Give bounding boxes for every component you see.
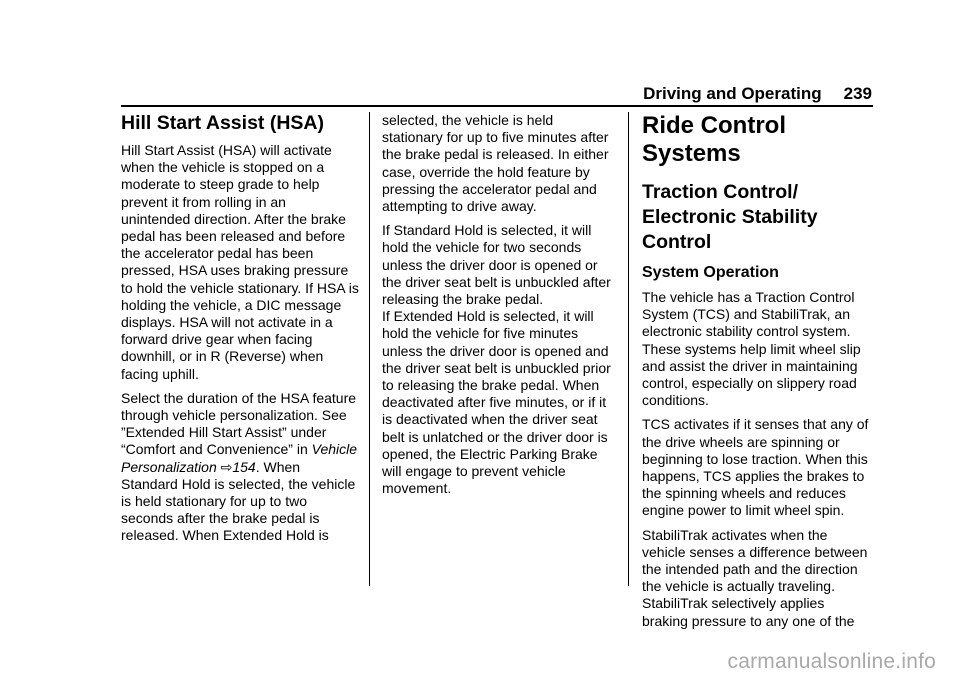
hold-paragraph-2	[382, 222, 614, 497]
column-divider-1	[369, 112, 370, 586]
hsa-paragraph-2-text: Select the duration of the HSA feature through vehicle personalization. See ”Extended Hill Start Assist” under “Comfort and Convenience” in	[121, 389, 357, 458]
extended-hold-text: If Extended Hold is selected, it will hold the vehicle for five minutes unless the driver door is opened and the driver seat belt is unbuckled prior to releasing the brake pedal. When deactivated after five minutes, or if it is deactivated when the driver seat belt is unlatched or the driver door is opened, the Electric Parking Brake will engage to prevent vehicle movement.	[382, 308, 611, 497]
standard-hold-text: If Standard Hold is selected, it will hold the vehicle for two seconds unless the driver door is opened or the driver seat belt is unbuckled after releasing the brake pedal.	[382, 222, 611, 308]
hsa-paragraph-1: Hill Start Assist (HSA) will activate when the vehicle is stopped on a moderate to steep grade to help prevent it from rolling in an unintended direction. After the brake pedal has been released and before the accelerator pedal has been pressed, HSA uses braking pressure to hold the vehicle stationary. If HSA is holding the vehicle, a DIC message displays. HSA will not activate in a forward drive gear when facing downhill, or in R (Reverse) when facing uphill.	[121, 142, 359, 382]
column-3	[642, 112, 874, 637]
watermark: carmanualsonline.info	[727, 650, 936, 673]
ride-control-heading: Ride Control Systems	[642, 112, 786, 167]
page-number: 239	[843, 84, 872, 103]
hold-paragraph-1: selected, the vehicle is held stationary for up to five minutes after the brake pedal is released. In either case, override the hold feature by pressing the accelerator pedal and attempting to drive away.	[382, 112, 609, 215]
page-header	[643, 84, 872, 104]
header-section-title: Driving and Operating	[643, 84, 822, 103]
hsa-heading: Hill Start Assist (HSA)	[121, 112, 324, 134]
column-1	[121, 112, 359, 552]
tcs-paragraph-1: The vehicle has a Traction Control System (TCS) and StabiliTrak, an electronic stability control system. These systems help limit wheel slip and assist the driver in maintaining control, especially on slippery road conditions.	[642, 289, 861, 409]
stabilitrak-paragraph: StabiliTrak activates when the vehicle senses a difference between the intended path and the direction the vehicle is actually traveling. StabiliTrak selectively applies braking pressure to any one of the	[642, 526, 868, 629]
page-reference-icon: ⇨	[220, 458, 233, 475]
hsa-paragraph-2-continued: . When Standard Hold is selected, the vehicle is held stationary for up to two seconds after the brake pedal is released. When Extended Hold is	[121, 458, 356, 544]
traction-control-heading: Traction Control/ Electronic Stability Control	[642, 181, 818, 253]
column-divider-2	[628, 112, 629, 586]
tcs-paragraph-2: TCS activates if it senses that any of the drive wheels are spinning or beginning to lose traction. When this happens, TCS applies the brakes to the spinning wheels and reduces engine power to limit wheel spin.	[642, 416, 869, 519]
page-reference-number[interactable]: 154	[232, 458, 256, 475]
column-2	[382, 112, 614, 504]
header-rule	[121, 105, 873, 107]
system-operation-heading: System Operation	[642, 264, 779, 281]
hsa-paragraph-2	[121, 390, 359, 545]
vehicle-personalization-link[interactable]: Vehicle Personalization	[121, 441, 358, 475]
